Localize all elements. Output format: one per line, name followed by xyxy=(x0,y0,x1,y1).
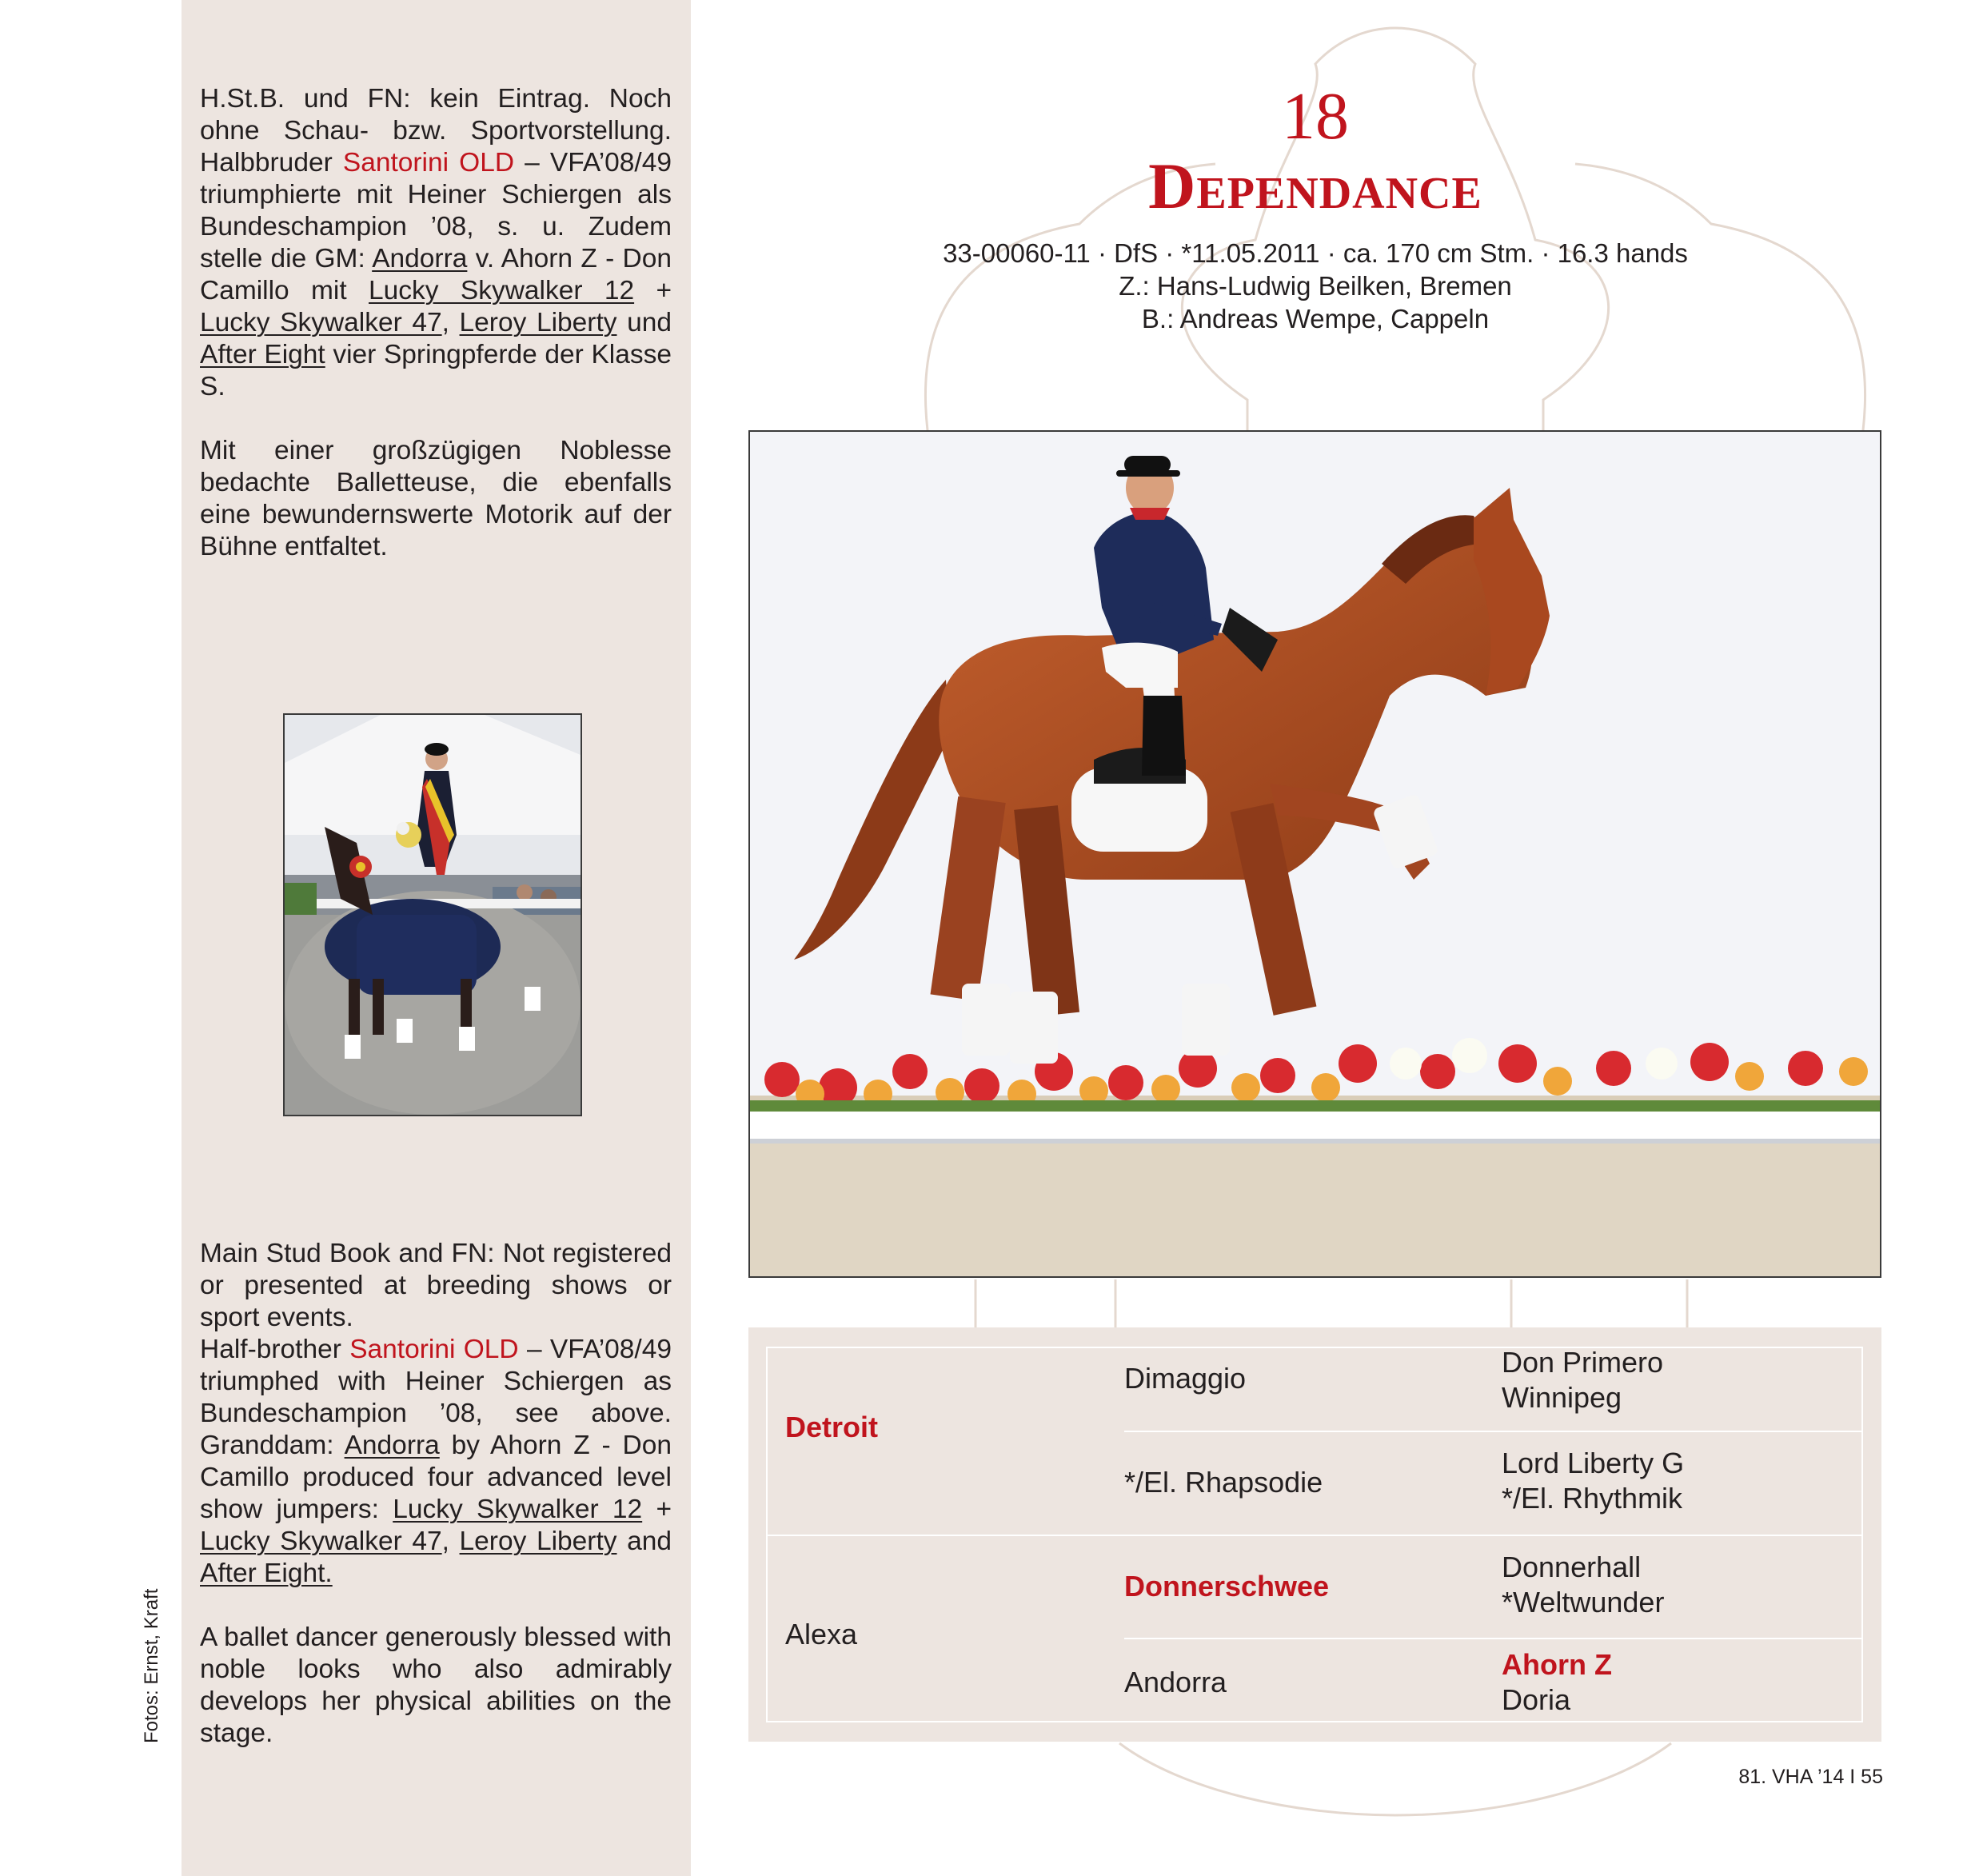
pedigree-dsd: *Weltwunder xyxy=(1502,1586,1665,1619)
german-description xyxy=(200,83,672,563)
text-run: – VFA’08/49 triumphierte mit Heiner Schiergen als Bundeschampion ’08, s. u. Zudem stelle die GM: xyxy=(200,148,672,273)
main-horse-photo xyxy=(748,430,1881,1278)
offspring-name: Leroy Liberty xyxy=(459,308,617,337)
photo-credit: Fotos: Ernst, Kraft xyxy=(141,1588,162,1743)
page-footer: 81. VHA ’14 I 55 xyxy=(1738,1766,1883,1788)
horse-registration-details: 33-00060-11 · DfS · *11.05.2011 · ca. 170 cm Stm. · 16.3 hands xyxy=(943,238,1688,268)
english-paragraph-1 xyxy=(200,1238,672,1590)
lot-number: 18 xyxy=(1282,79,1349,154)
granddam-name: Andorra xyxy=(344,1431,440,1460)
text-run: and xyxy=(616,1527,672,1556)
pedigree-sds: Lord Liberty G xyxy=(1502,1447,1685,1479)
pedigree-sss: Don Primero xyxy=(1502,1346,1664,1379)
text-run: und xyxy=(616,308,672,337)
offspring-name: Lucky Skywalker 12 xyxy=(369,276,635,305)
pedigree-divider xyxy=(766,1535,1863,1536)
offspring-name: Lucky Skywalker 47 xyxy=(200,1527,442,1556)
offspring-name: After Eight. xyxy=(200,1559,333,1588)
pedigree-dss: Donnerhall xyxy=(1502,1551,1642,1583)
pedigree-divider xyxy=(1124,1638,1863,1639)
pedigree-dam-sire: Donnerschwee xyxy=(1124,1570,1330,1603)
pedigree-ssd: Winnipeg xyxy=(1502,1381,1622,1414)
winner-thumbnail-photo xyxy=(283,713,582,1116)
text-run: + xyxy=(642,1495,672,1524)
pedigree-divider xyxy=(1124,1431,1863,1432)
horse-name-rest: EPENDANCE xyxy=(1196,169,1482,218)
text-run: , xyxy=(441,1527,460,1556)
text-run: Half-brother xyxy=(200,1335,350,1364)
german-paragraph-2: Mit einer großzügigen Noblesse bedachte Balletteuse, die ebenfalls eine bewundernswerte Motorik auf der Bühne entfaltet. xyxy=(200,436,672,561)
german-paragraph-1 xyxy=(200,83,672,403)
pedigree-sire-dam: */El. Rhapsodie xyxy=(1124,1466,1323,1499)
text-run: by Ahorn Z - Don Camillo produced four advanced level show jumpers: xyxy=(200,1431,672,1524)
pedigree-dds: Ahorn Z xyxy=(1502,1648,1612,1681)
offspring-name: Lucky Skywalker 47 xyxy=(200,308,442,337)
pedigree-dam-dam: Andorra xyxy=(1124,1666,1227,1698)
english-description xyxy=(200,1238,672,1750)
text-run: , xyxy=(441,308,460,337)
granddam-name: Andorra xyxy=(372,244,468,273)
breeder-line: Z.: Hans-Ludwig Beilken, Bremen xyxy=(1119,271,1512,301)
offspring-name: After Eight xyxy=(200,340,325,369)
half-brother-name: Santorini OLD xyxy=(349,1335,519,1364)
text-run: – VFA’08/49 triumphed with Heiner Schiergen as Bundeschampion ’08, see above. Granddam: xyxy=(200,1335,672,1460)
pedigree-sire: Detroit xyxy=(785,1411,878,1443)
offspring-name: Lucky Skywalker 12 xyxy=(393,1495,643,1524)
pedigree-sdd: */El. Rhythmik xyxy=(1502,1482,1683,1515)
horse-name xyxy=(999,150,1631,230)
text-run: vier Springpferde der Klasse S. xyxy=(200,340,672,401)
text-run: Main Stud Book and FN: Not registered or presented at breeding shows or sport events. xyxy=(200,1239,672,1332)
offspring-name: Leroy Liberty xyxy=(459,1527,617,1556)
text-run: H.St.B. und FN: kein Eintrag. Noch ohne Schau- bzw. Sportvorstellung. Halbbruder xyxy=(200,84,672,178)
text-run: + xyxy=(634,276,672,305)
pedigree-sire-sire: Dimaggio xyxy=(1124,1362,1247,1395)
pedigree-ddd: Doria xyxy=(1502,1683,1571,1716)
pedigree-dam: Alexa xyxy=(785,1618,858,1650)
half-brother-name: Santorini OLD xyxy=(342,148,515,178)
horse-name-initial: D xyxy=(1148,150,1197,222)
text-run: v. Ahorn Z - Don Camillo mit xyxy=(200,244,672,305)
english-paragraph-2: A ballet dancer generously blessed with noble looks who also admirably develops her physical abilities on the stage. xyxy=(200,1623,672,1748)
owner-line: B.: Andreas Wempe, Cappeln xyxy=(1141,304,1490,333)
